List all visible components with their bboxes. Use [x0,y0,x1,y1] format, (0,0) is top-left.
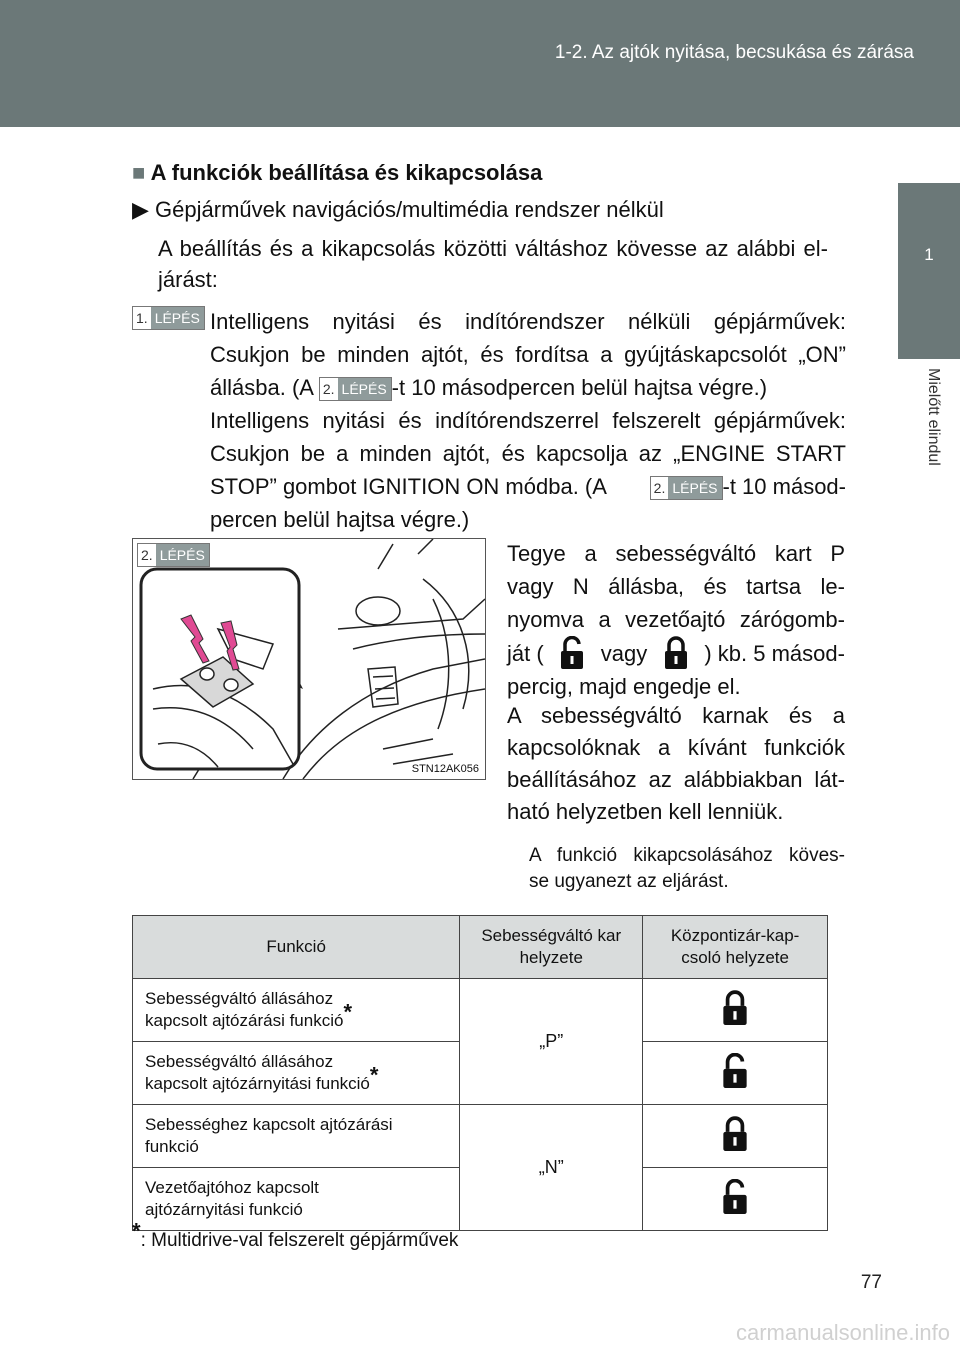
subheading [132,194,664,225]
step-1-text: Intelligens nyitási és indítórendszer nélküli gépjárművek: Csukjon be minden ajtót, és fordítsa a gyújtáskapcsolót „ON” állásba. (A 2. LÉPÉS -t 10 másodpercen belül hajtsa végre.) Intelligens nyitási és indítórendszerrel felszerelt gépjárművek: Csukjon be a minden ajtót, és kapcsolja az „ENGINE START STOP” gombot IGNITION ON módba. (A 2. LÉPÉS -t 10 másod- percen belül hajtsa végre.) [210,309,846,532]
function-table [132,915,828,1231]
column-header: Központizár-kap-csoló helyzete [643,916,828,979]
figure-code: STN12AK056 [411,763,479,775]
section-heading [132,157,542,188]
page-number: 77 [860,1272,882,1293]
lock-open-icon [559,636,585,670]
settings-paragraph: A sebességváltó karnak és a kapcsolóknak a kívánt funkciók beállításához az alábbiakban lát- ható helyzetben kell lenniük. [507,703,845,824]
lock-closed-icon [721,990,749,1026]
step-2-badge: 2. LÉPÉS [137,543,210,567]
step-2-text: Tegye a sebességváltó kart P vagy N állásba, és tartsa le- nyomva a vezetőajtó zárógomb- ját ( vagy ) kb. 5 másod- percig, majd engedje el. [507,541,845,699]
page-header [0,0,960,127]
heading-bullet: ■ [132,160,146,185]
step-1-badge: 1. LÉPÉS [132,306,205,330]
subheading-bullet: ▶ [132,197,149,222]
subheading-text: Gépjárművek navigációs/multimédia rendszer nélkül [155,197,664,222]
table-row [133,979,828,1042]
chapter-tab [898,183,960,359]
lock-open-icon [721,1053,749,1089]
shift-position: „N” [460,1105,643,1231]
intro-line: járást: [158,267,218,292]
intro-line: A beállítás és a kikapcsolás közötti váltáshoz kövesse az alábbi el- [158,236,828,261]
table-header-row [133,916,828,979]
chapter-label: Mielőtt elindul [925,368,942,466]
switch-position [643,979,828,1042]
note-paragraph: A funkció kikapcsolásához köves- se ugyanezt az eljárást. [529,845,845,892]
table-row [133,1105,828,1168]
lock-open-icon [721,1179,749,1215]
function-name: Sebességhez kapcsolt ajtózárási funkció [133,1105,460,1168]
switch-position [643,1105,828,1168]
column-header: Sebességváltó kar helyzete [460,916,643,979]
intro-paragraph [158,233,828,295]
door-switch-figure [132,538,486,780]
door-illustration [133,539,485,779]
column-header: Funkció [133,916,460,979]
section-title: 1-2. Az ajtók nyitása, becsukása és zárása [554,42,914,63]
function-name: Sebességváltó állásához kapcsolt ajtózárnyitási funkció* [133,1042,460,1105]
lock-closed-icon [721,1116,749,1152]
switch-position [643,1042,828,1105]
chapter-number: 1 [924,245,934,264]
switch-position [643,1168,828,1231]
function-name: Vezetőajtóhoz kapcsolt ajtózárnyitási funkció [133,1168,460,1231]
lock-closed-icon [663,636,689,670]
watermark: carmanualsonline.info [735,1320,950,1345]
function-name: Sebességváltó állásához kapcsolt ajtózárási funkció* [133,979,460,1042]
shift-position: „P” [460,979,643,1105]
footnote: *: Multidrive-val felszerelt gépjárművek [132,1218,459,1251]
heading-text: A funkciók beállítása és kikapcsolása [150,160,543,185]
